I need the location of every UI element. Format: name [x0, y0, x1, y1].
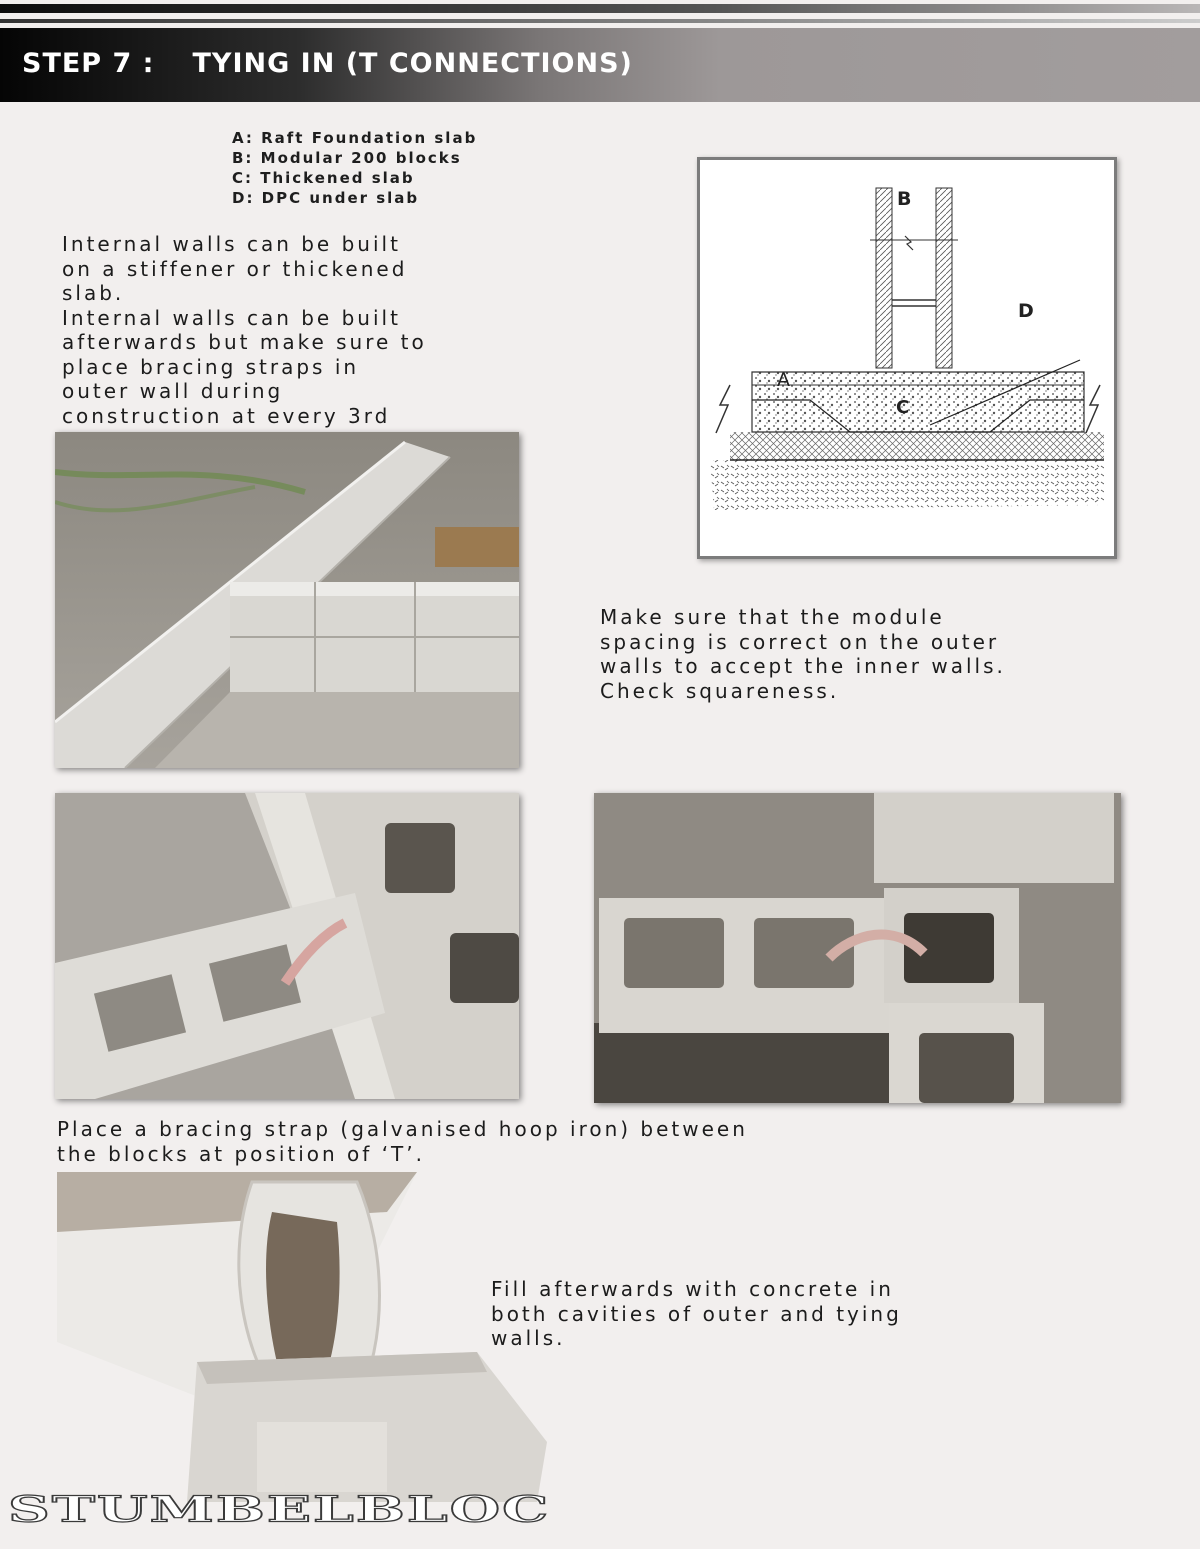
photo-wall-layout-image [55, 432, 519, 768]
legend-item-d: D: DPC under slab [232, 189, 420, 207]
step-title: TYING IN (T CONNECTIONS) [192, 48, 633, 79]
fill-line: both cavities of outer and tying [491, 1301, 902, 1326]
spacing-line: spacing is correct on the outer [600, 629, 1000, 654]
fill-line: Fill afterwards with concrete in [491, 1277, 894, 1301]
legend-item-c: C: Thickened slab [232, 169, 415, 187]
intro-line: afterwards but make sure to [62, 330, 427, 354]
banner-heading [22, 48, 633, 79]
strap-line: Place a bracing strap (galvanised hoop iron) between [57, 1117, 748, 1141]
foundation-diagram [697, 157, 1117, 559]
intro-line: outer wall during [62, 379, 284, 403]
fill-line: walls. [491, 1326, 566, 1350]
diagram-label-d: D [1018, 300, 1034, 322]
intro-line: place bracing straps in [62, 354, 360, 379]
spacing-paragraph [600, 605, 1006, 703]
header-rule-thin [0, 19, 1200, 23]
strap-line: the blocks at position of ‘T’. [57, 1141, 425, 1166]
photo-strap-closeup-image [55, 793, 519, 1099]
legend-item-b: B: Modular 200 blocks [232, 149, 462, 167]
fill-paragraph [491, 1277, 902, 1351]
intro-line: Internal walls can be built [62, 232, 401, 256]
legend-item-a: A: Raft Foundation slab [232, 129, 478, 147]
photo-t-junction [594, 793, 1121, 1103]
photo-t-junction-image [594, 793, 1121, 1103]
intro-line: Internal walls can be built [62, 305, 401, 330]
strap-paragraph [57, 1117, 748, 1166]
intro-line: on a stiffener or thickened [62, 256, 408, 281]
step-number: STEP 7 : [22, 48, 155, 79]
header-rule [0, 4, 1200, 13]
diagram-label-c: C [896, 397, 910, 418]
spacing-line: walls to accept the inner walls. [600, 654, 1006, 678]
intro-line: construction at every 3rd [62, 403, 391, 428]
step-banner [0, 28, 1200, 102]
brand-logo: STUMBELBLOC [8, 1488, 551, 1531]
intro-line: slab. [62, 281, 125, 305]
component-legend [232, 128, 477, 208]
photo-wall-layout [55, 432, 519, 768]
diagram-label-a: A [777, 369, 790, 391]
photo-strap-closeup [55, 793, 519, 1099]
foundation-diagram-drawing [700, 160, 1114, 556]
spacing-line: Make sure that the module [600, 605, 945, 629]
spacing-line: Check squareness. [600, 678, 840, 703]
intro-paragraph [62, 232, 427, 453]
diagram-label-b: B [897, 188, 912, 210]
